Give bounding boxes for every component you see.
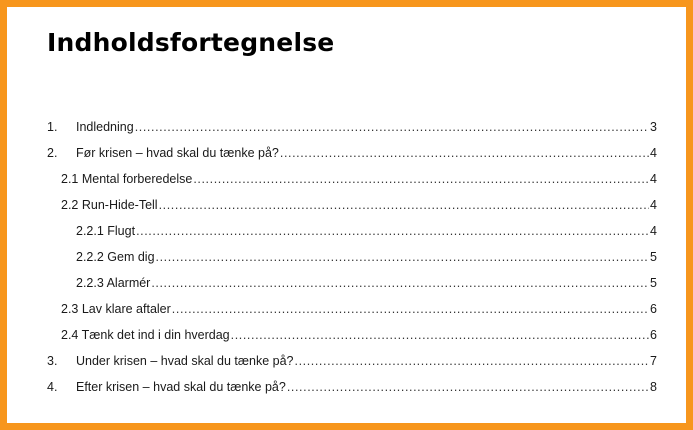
toc-dot-leader: [156, 250, 650, 264]
toc-dot-leader: [135, 120, 649, 134]
toc-dot-leader: [287, 380, 649, 394]
toc-entry-taenk-det-ind[interactable]: [61, 328, 657, 346]
toc-entry-page: 4: [650, 198, 657, 212]
toc-dot-leader: [231, 328, 649, 342]
toc-dot-leader: [136, 224, 649, 238]
table-of-contents: [7, 7, 686, 423]
toc-entry-label: Indledning: [76, 120, 134, 134]
toc-entry-label: 2.2.2 Gem dig: [76, 250, 155, 264]
toc-entry-number: 3.: [47, 354, 58, 368]
toc-entry-page: 3: [650, 120, 657, 134]
toc-entry-indledning[interactable]: [47, 120, 657, 138]
toc-entry-page: 5: [650, 250, 657, 264]
toc-entry-label: 2.2.1 Flugt: [76, 224, 136, 238]
toc-entry-lav-klare-aftaler[interactable]: [61, 302, 657, 320]
toc-entry-page: 4: [650, 172, 657, 186]
toc-entry-page: 4: [650, 224, 657, 238]
toc-entry-label: Før krisen – hvad skal du tænke på?: [76, 146, 279, 160]
toc-entry-page: 4: [650, 146, 657, 160]
toc-dot-leader: [193, 172, 649, 186]
toc-entry-label: 2.4 Tænk det ind i din hverdag: [61, 328, 230, 342]
toc-dot-leader: [172, 302, 649, 316]
toc-entry-label: 2.2 Run-Hide-Tell: [61, 198, 158, 212]
toc-dot-leader: [159, 198, 649, 212]
toc-entry-page: 8: [650, 380, 657, 394]
toc-entry-label: 2.3 Lav klare aftaler: [61, 302, 171, 316]
toc-dot-leader: [280, 146, 649, 160]
toc-entry-label: 2.1 Mental forberedelse: [61, 172, 193, 186]
toc-entry-page: 7: [650, 354, 657, 368]
toc-entry-number: 1.: [47, 120, 58, 134]
toc-entry-number: 2.: [47, 146, 58, 160]
toc-dot-leader: [151, 276, 649, 290]
toc-entry-page: 5: [650, 276, 657, 290]
toc-entry-under-krisen[interactable]: [47, 354, 657, 372]
page-title: Indholdsfortegnelse: [47, 28, 335, 57]
toc-entry-alarmer[interactable]: [76, 276, 657, 294]
toc-entry-mental-forberedelse[interactable]: [61, 172, 657, 190]
toc-entry-label: Under krisen – hvad skal du tænke på?: [76, 354, 294, 368]
toc-entry-foer-krisen[interactable]: [47, 146, 657, 164]
toc-entry-number: 4.: [47, 380, 58, 394]
toc-entry-run-hide-tell[interactable]: [61, 198, 657, 216]
toc-dot-leader: [295, 354, 650, 368]
toc-entry-efter-krisen[interactable]: [47, 380, 657, 398]
toc-entry-flugt[interactable]: [76, 224, 657, 242]
toc-entry-label: 2.2.3 Alarmér: [76, 276, 151, 290]
toc-entry-page: 6: [650, 302, 657, 316]
toc-entry-page: 6: [650, 328, 657, 342]
toc-entry-gem-dig[interactable]: [76, 250, 657, 268]
toc-entry-label: Efter krisen – hvad skal du tænke på?: [76, 380, 286, 394]
